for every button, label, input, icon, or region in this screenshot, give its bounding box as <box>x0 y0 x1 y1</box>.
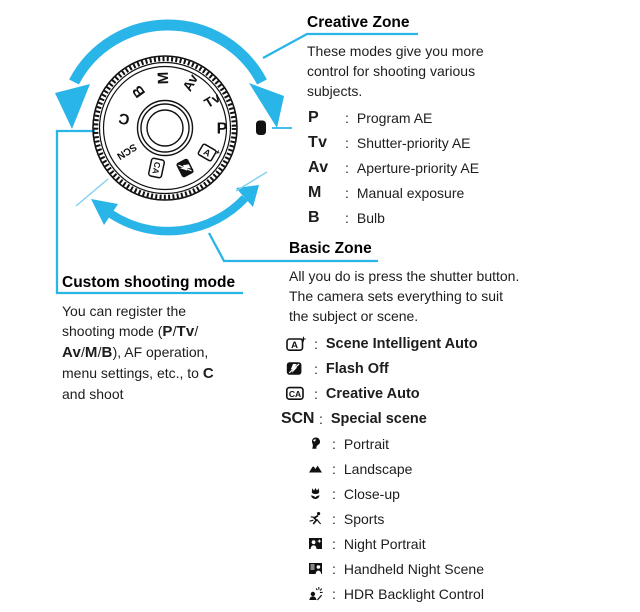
basic-zone-title: Basic Zone <box>289 240 372 257</box>
mode-key-SCN: SCN <box>281 409 315 427</box>
dial-mode-CA <box>148 158 164 178</box>
scene-name: HDR Backlight Control <box>343 585 484 602</box>
mode-name: Flash Off <box>325 360 389 377</box>
creative-zone-section <box>307 14 410 32</box>
mode-name: Program AE <box>356 109 433 126</box>
mode-key-M: M <box>308 183 322 201</box>
list-item: SCN : Special scene <box>281 409 427 427</box>
list-item: B : Bulb <box>308 208 385 226</box>
mode-name: Scene Intelligent Auto <box>325 335 478 352</box>
scene-intelligent-auto-icon <box>286 336 310 352</box>
dial-mode-P: P <box>216 120 228 138</box>
list-item: : Portrait <box>308 431 484 456</box>
custom-mode-title: Custom shooting mode <box>62 274 236 291</box>
dial-mode-flash-off <box>176 158 195 178</box>
custom-mode-section <box>62 274 235 292</box>
flash-off-icon <box>286 361 310 376</box>
dial-mode-M: M <box>154 71 173 85</box>
creative-auto-icon <box>286 386 310 401</box>
list-item: Av : Aperture-priority AE <box>308 158 480 176</box>
basic-zone-description: All you do is press the shutter button. The camera sets everything to suit the subject or scene. <box>289 268 520 324</box>
mode-name: Special scene <box>330 410 427 427</box>
dial-mode-scene-intelligent-auto <box>198 140 223 163</box>
scene-name: Handheld Night Scene <box>343 560 484 577</box>
list-item: : Night Portrait <box>308 531 484 556</box>
list-item: : Sports <box>308 506 484 531</box>
svg-text:A: A <box>291 339 299 351</box>
scene-name: Night Portrait <box>343 535 426 552</box>
mode-key-B: B <box>308 208 320 226</box>
desc-line: and shoot <box>62 386 124 402</box>
desc-line: shooting mode (P/Tv/ <box>62 323 199 340</box>
scene-name: Landscape <box>343 460 413 477</box>
dial-mode-Tv: Tv <box>201 89 223 111</box>
list-item: A + : Scene Intelligent Auto <box>286 331 478 356</box>
list-item: : Landscape <box>308 456 484 481</box>
dial-center-ring-inner <box>147 110 183 146</box>
desc-line: You can register the <box>62 303 187 319</box>
creative-zone-title: Creative Zone <box>307 14 410 31</box>
dial-auto-plus: + <box>213 147 222 158</box>
list-item: : Flash Off <box>286 356 478 381</box>
list-item: M : Manual exposure <box>308 183 465 201</box>
mode-key-Tv: Tv <box>308 133 328 151</box>
mode-key-P: P <box>308 108 319 126</box>
dial-center-ring-mid <box>141 104 189 152</box>
mode-name: Shutter-priority AE <box>356 134 471 151</box>
list-item: : Handheld Night Scene <box>308 556 484 581</box>
dial-mode-B: B <box>128 81 149 101</box>
landscape-icon <box>308 461 325 476</box>
hdr-backlight-control-icon <box>308 586 325 601</box>
dial-mode-SCN: SCN <box>114 140 139 162</box>
mode-name: Aperture-priority AE <box>356 159 480 176</box>
creative-zone-description: These modes give you more control for shooting various subjects. <box>307 43 484 99</box>
mode-name: Bulb <box>356 209 385 226</box>
list-item: CA : Creative Auto <box>286 381 478 406</box>
basic-zone-rotation-arrow <box>76 172 267 231</box>
sports-icon <box>308 511 325 526</box>
mode-name: Manual exposure <box>356 184 465 201</box>
scene-name: Portrait <box>343 435 390 452</box>
svg-text:+: + <box>300 335 306 344</box>
list-item: P : Program AE <box>308 108 433 126</box>
dial-mode-CA-label: CA <box>150 160 163 176</box>
dial-mode-C: C <box>117 109 132 128</box>
desc-line: Av/M/B), AF operation, <box>62 344 209 361</box>
list-item: : HDR Backlight Control <box>308 581 484 606</box>
creative-zone-mode-list <box>308 105 479 230</box>
dial-index-mark <box>256 121 266 136</box>
special-scene-list <box>308 431 484 606</box>
dial-auto-letter: A <box>201 146 213 159</box>
mode-key-Av: Av <box>308 158 329 176</box>
night-portrait-icon <box>308 536 325 551</box>
svg-text:CA: CA <box>288 388 302 399</box>
basic-zone-section <box>289 240 372 258</box>
scene-name: Close-up <box>343 485 400 502</box>
scene-name: Sports <box>343 510 385 527</box>
desc-line: menu settings, etc., to C <box>62 365 214 382</box>
list-item: : Close-up <box>308 481 484 506</box>
basic-zone-mode-list <box>281 331 478 431</box>
dial-mode-Av: Av <box>179 71 202 94</box>
close-up-icon <box>308 486 325 501</box>
portrait-icon <box>308 436 325 451</box>
dial-center-ring-outer <box>138 101 193 156</box>
mode-name: Creative Auto <box>325 385 420 402</box>
custom-mode-description <box>62 301 214 404</box>
list-item: Tv : Shutter-priority AE <box>308 133 471 151</box>
handheld-night-scene-icon <box>308 561 325 576</box>
